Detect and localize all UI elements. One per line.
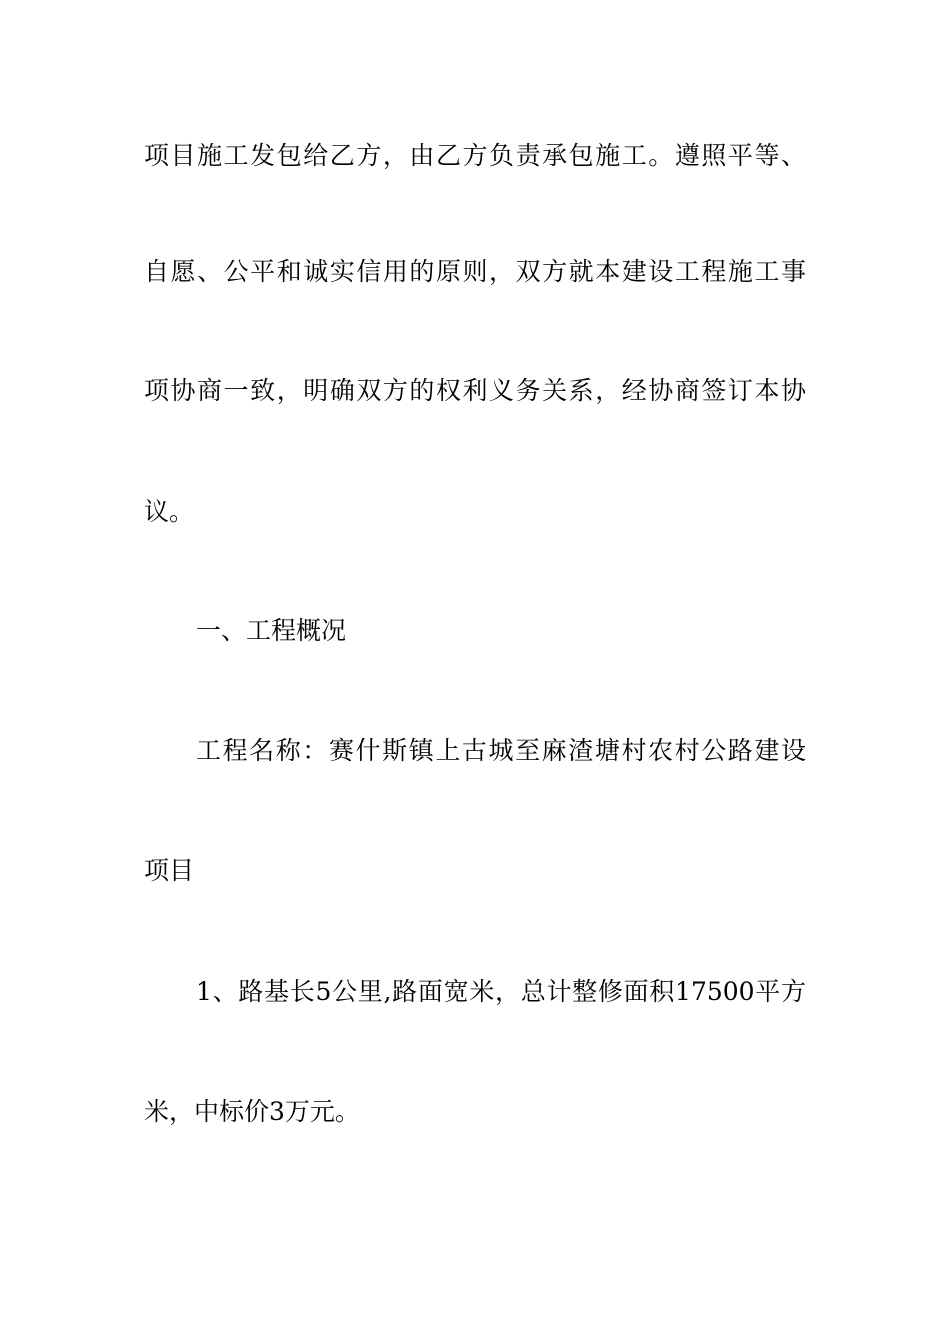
paragraph-line: 议。	[144, 497, 195, 526]
paragraph-line: 米，中标价3万元。	[144, 1097, 360, 1126]
paragraph-line: 项协商一致，明确双方的权利义务关系，经协商签订本协	[144, 376, 806, 405]
project-name-line: 工程名称：赛什斯镇上古城至麻渣塘村农村公路建设	[196, 736, 806, 765]
paragraph-line: 项目施工发包给乙方，由乙方负责承包施工。遵照平等、	[144, 141, 806, 170]
road-details-line: 1、路基长5公里,路面宽米，总计整修面积17500平方	[196, 977, 806, 1006]
section-heading: 一、工程概况	[196, 616, 347, 645]
paragraph-line: 自愿、公平和诚实信用的原则，双方就本建设工程施工事	[144, 257, 806, 286]
paragraph-line: 项目	[144, 856, 195, 885]
